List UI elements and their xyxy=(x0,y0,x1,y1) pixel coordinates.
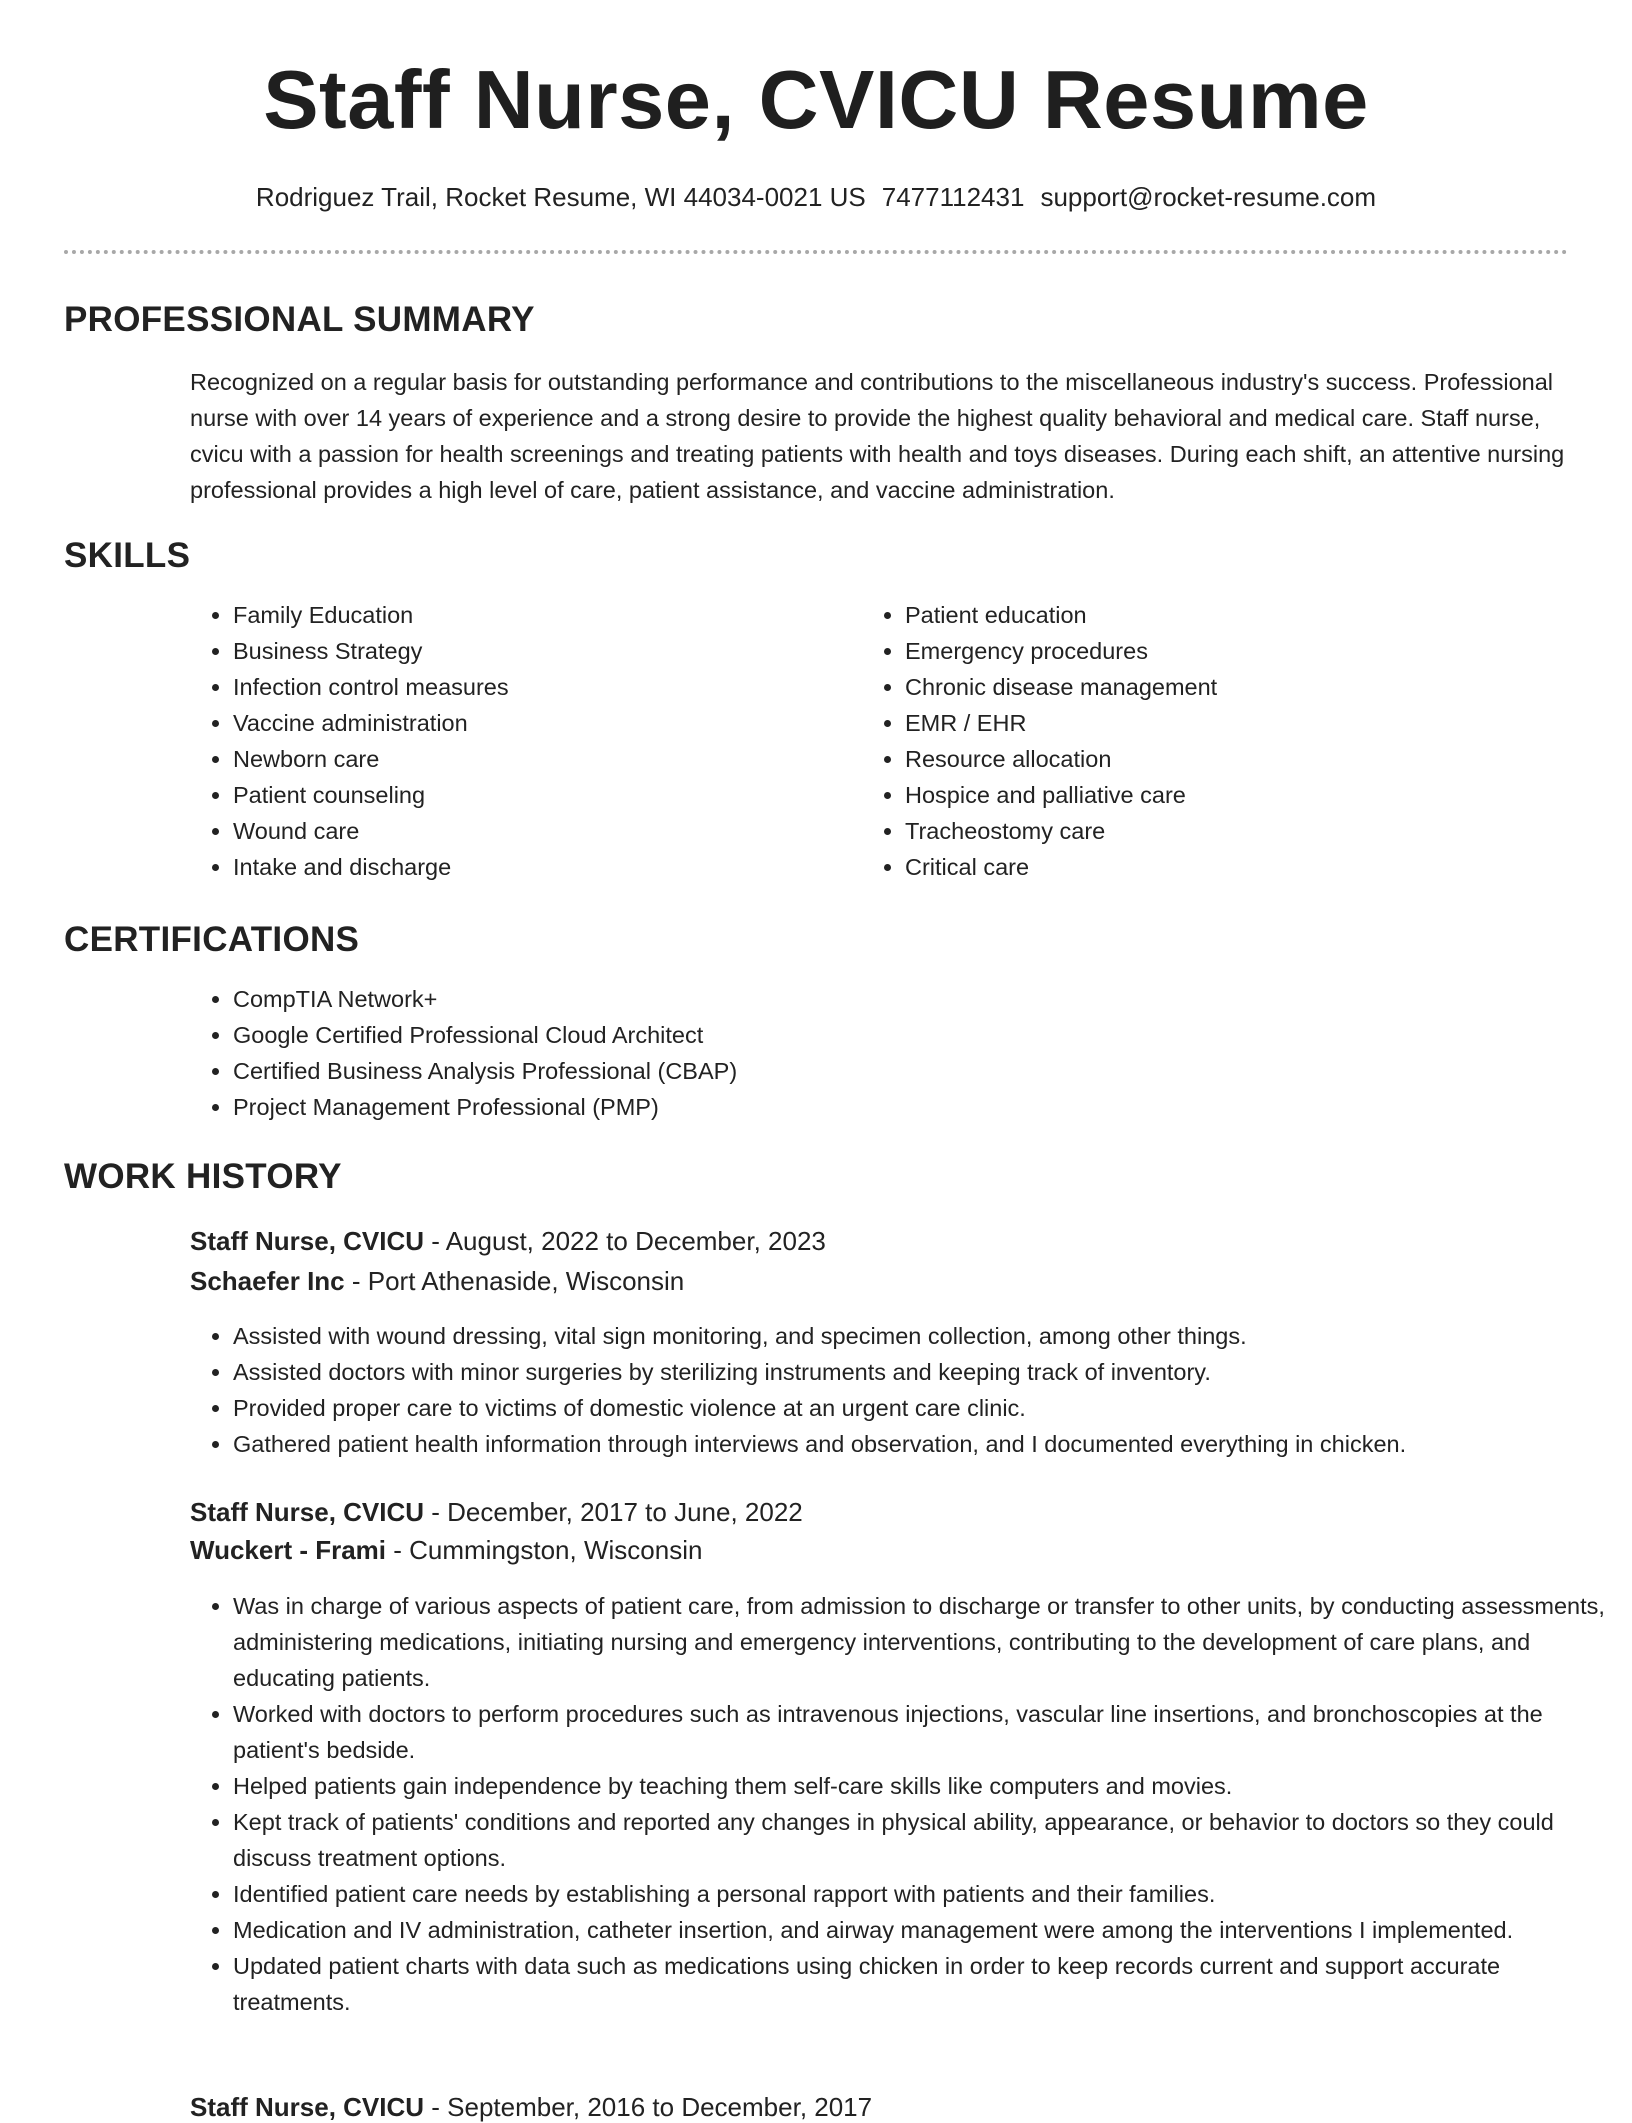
certification-item: • Google Certified Professional Cloud Architect xyxy=(233,1017,1533,1053)
job-title: Staff Nurse, CVICU xyxy=(190,1226,425,1256)
job-title-line xyxy=(190,1497,803,1528)
skill-item: • Resource allocation xyxy=(905,741,1545,777)
skill-item: • Chronic disease management xyxy=(905,669,1545,705)
skill-item: • Patient counseling xyxy=(233,777,833,813)
skill-item: • Family Education xyxy=(233,597,833,633)
job-bullet: • Assisted doctors with minor surgeries by sterilizing instruments and keeping track of inventory. xyxy=(233,1354,1613,1390)
job-bullet: • Medication and IV administration, catheter insertion, and airway management were among the interventions I implemented. xyxy=(233,1912,1613,1948)
skill-item: • EMR / EHR xyxy=(905,705,1545,741)
skill-item: • Business Strategy xyxy=(233,633,833,669)
job-bullet: • Helped patients gain independence by teaching them self-care skills like computers and movies. xyxy=(233,1768,1613,1804)
contact-email[interactable]: support@rocket-resume.com xyxy=(1040,182,1377,212)
skill-item: • Patient education xyxy=(905,597,1545,633)
contact-address: Rodriguez Trail, Rocket Resume, WI 44034-0021 US xyxy=(255,182,866,212)
work-history-heading: WORK HISTORY xyxy=(64,1157,342,1196)
certification-item: • Certified Business Analysis Professional (CBAP) xyxy=(233,1053,1533,1089)
skill-item: • Critical care xyxy=(905,849,1545,885)
job-dates: - September, 2016 to December, 2017 xyxy=(424,2092,873,2122)
job-bullet: • Kept track of patients' conditions and reported any changes in physical ability, appearance, or behavior to doctors so they could discuss treatment options. xyxy=(233,1804,1613,1876)
certification-item: • Project Management Professional (PMP) xyxy=(233,1089,1533,1125)
summary-heading: PROFESSIONAL SUMMARY xyxy=(64,300,535,339)
skills-heading: SKILLS xyxy=(64,536,191,575)
skill-item: • Vaccine administration xyxy=(233,705,833,741)
skill-item: • Newborn care xyxy=(233,741,833,777)
job-bullet: • Provided proper care to victims of domestic violence at an urgent care clinic. xyxy=(233,1390,1613,1426)
resume-title: Staff Nurse, CVICU Resume xyxy=(263,53,1369,146)
skill-item: • Wound care xyxy=(233,813,833,849)
job-bullet: • Assisted with wound dressing, vital sign monitoring, and specimen collection, among other things. xyxy=(233,1318,1613,1354)
job-location: - Cummingston, Wisconsin xyxy=(386,1535,703,1565)
job-bullet: • Was in charge of various aspects of patient care, from admission to discharge or transfer to other units, by conducting assessments, administering medications, initiating nursing and emergency interventions, contributing to the development of care plans, and educating patients. xyxy=(233,1588,1613,1696)
job-bullet: • Updated patient charts with data such as medications using chicken in order to keep records current and support accurate treatments. xyxy=(233,1948,1613,2020)
job-title: Staff Nurse, CVICU xyxy=(190,2092,425,2122)
job-company-line xyxy=(190,1535,702,1566)
skill-item: • Intake and discharge xyxy=(233,849,833,885)
skills-list-right xyxy=(862,597,1545,885)
job-bullet: • Gathered patient health information through interviews and observation, and I documented everything in chicken. xyxy=(233,1426,1613,1462)
job-bullet: • Identified patient care needs by establishing a personal rapport with patients and their families. xyxy=(233,1876,1613,1912)
skill-item: • Tracheostomy care xyxy=(905,813,1545,849)
contact-line xyxy=(0,182,1632,213)
skill-item: • Emergency procedures xyxy=(905,633,1545,669)
job-title-line xyxy=(190,1226,826,1257)
job-title-line xyxy=(190,2092,872,2123)
job-company-line xyxy=(190,1266,684,1297)
job-bullet: • Worked with doctors to perform procedures such as intravenous injections, vascular line insertions, and bronchoscopies at the patient's bedside. xyxy=(233,1696,1613,1768)
job-dates: - December, 2017 to June, 2022 xyxy=(424,1497,803,1527)
job-dates: - August, 2022 to December, 2023 xyxy=(424,1226,826,1256)
job-company: Schaefer Inc xyxy=(190,1266,345,1296)
certification-item: • CompTIA Network+ xyxy=(233,981,1533,1017)
skill-item: • Hospice and palliative care xyxy=(905,777,1545,813)
job-company: Wuckert - Frami xyxy=(190,1535,387,1565)
skills-list-left xyxy=(190,597,833,885)
job-location: - Port Athenaside, Wisconsin xyxy=(344,1266,685,1296)
header-divider xyxy=(64,250,1568,254)
contact-phone: 7477112431 xyxy=(881,182,1025,212)
certifications-list xyxy=(190,981,1533,1125)
certifications-heading: CERTIFICATIONS xyxy=(64,920,360,959)
job-title: Staff Nurse, CVICU xyxy=(190,1497,425,1527)
skill-item: • Infection control measures xyxy=(233,669,833,705)
job-bullets xyxy=(190,1588,1613,2020)
job-bullets xyxy=(190,1318,1613,1462)
summary-text: Recognized on a regular basis for outstanding performance and contributions to the miscellaneous industry's success. Professional nurse with over 14 years of experience and a strong desire to provide the highest quality behavioral and medical care. Staff nurse, cvicu with a passion for health screenings and treating patients with health and toys diseases. During each shift, an attentive nursing professional provides a high level of care, patient assistance, and vaccine administration. xyxy=(190,369,1565,503)
